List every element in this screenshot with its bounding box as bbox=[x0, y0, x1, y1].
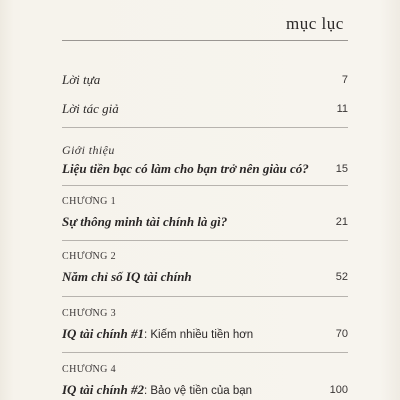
entry-title: Sự thông minh tài chính là gì? bbox=[62, 214, 228, 229]
toc-entry-chapter-2[interactable] bbox=[62, 251, 348, 286]
toc-entry-chapter-1[interactable] bbox=[62, 196, 348, 231]
entry-title-lead: IQ tài chính #1 bbox=[62, 326, 144, 341]
entry-title bbox=[62, 325, 253, 344]
entry-title: Năm chỉ số IQ tài chính bbox=[62, 269, 192, 284]
toc-entry-introduction[interactable] bbox=[62, 143, 348, 178]
toc-entry-preface[interactable] bbox=[62, 71, 348, 89]
toc-entry-chapter-4[interactable] bbox=[62, 364, 348, 399]
toc-entry-author-note[interactable] bbox=[62, 100, 348, 118]
entry-page-number: 100 bbox=[329, 384, 348, 396]
section-divider bbox=[62, 185, 348, 186]
toc-entry-chapter-3[interactable] bbox=[62, 308, 348, 343]
entry-label: CHƯƠNG 2 bbox=[62, 251, 117, 262]
entry-page-number: 52 bbox=[335, 271, 348, 283]
entry-page-number: 7 bbox=[341, 74, 348, 86]
entry-label: Giới thiệu bbox=[62, 143, 115, 157]
entry-page-number: 15 bbox=[335, 163, 348, 175]
entry-page-number: 21 bbox=[335, 216, 348, 228]
section-divider bbox=[62, 240, 348, 241]
section-divider bbox=[62, 127, 348, 128]
entry-title: Liệu tiền bạc có làm cho bạn trở nên giàu có? bbox=[62, 161, 309, 176]
entry-label: CHƯƠNG 1 bbox=[62, 196, 117, 207]
entry-title bbox=[62, 381, 252, 400]
entry-title-rest: : Kiếm nhiều tiền hơn bbox=[144, 329, 254, 341]
entry-page-number: 11 bbox=[336, 103, 348, 115]
entry-title: Lời tác giả bbox=[62, 101, 119, 116]
entry-page-number: 70 bbox=[335, 328, 348, 340]
section-divider bbox=[62, 296, 348, 297]
heading-rule bbox=[62, 40, 348, 41]
entry-title-rest: : Bảo vệ tiền của bạn bbox=[144, 385, 253, 397]
toc-heading: mục lục bbox=[286, 14, 344, 33]
entry-label: CHƯƠNG 4 bbox=[62, 364, 117, 375]
section-divider bbox=[62, 352, 348, 353]
entry-title-lead: IQ tài chính #2 bbox=[62, 382, 144, 397]
entry-label: CHƯƠNG 3 bbox=[62, 308, 117, 319]
entry-title: Lời tựa bbox=[62, 72, 101, 87]
